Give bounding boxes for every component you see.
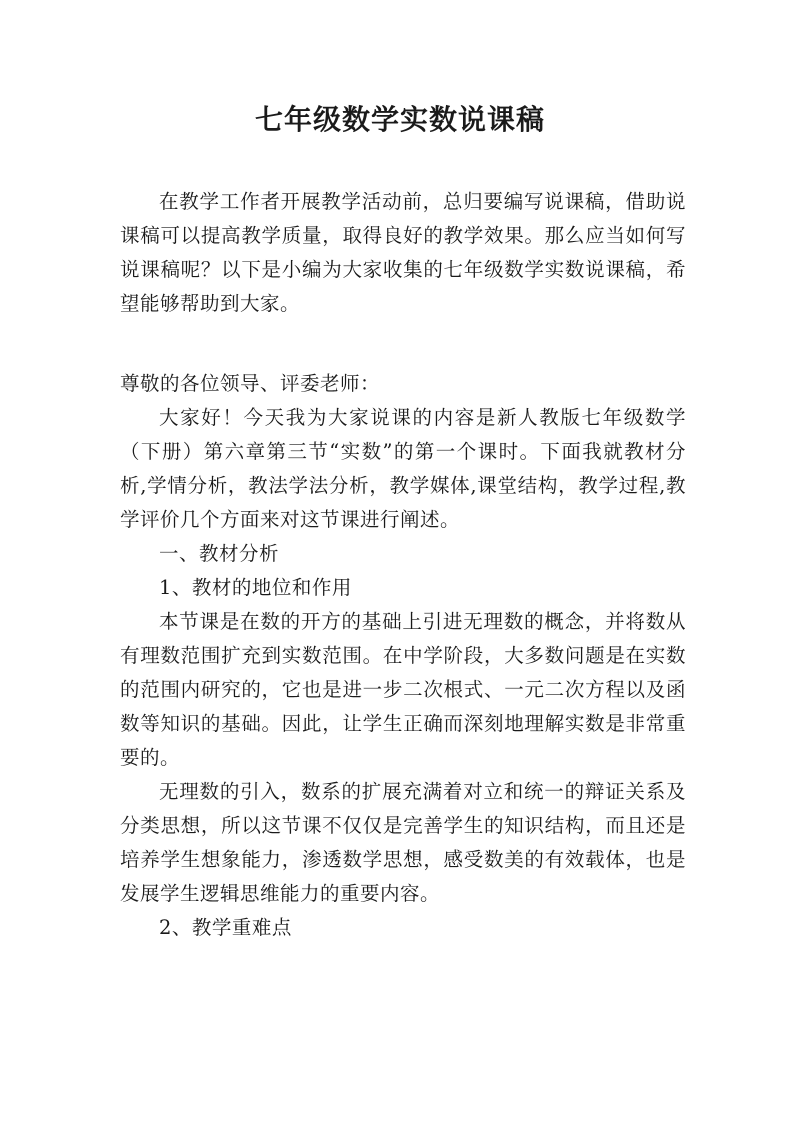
main-section [120,367,686,945]
document-title: 七年级数学实数说课稿 [254,103,545,136]
paragraph-irrational-numbers: 无理数的引入，数系的扩展充满着对立和统一的辩证关系及分类思想，所以这节课不仅仅是完善学生的知识结构，而且还是培养学生想象能力，渗透数学思想，感受数美的有效载体，也是发展学生逻辑思维能力的重要内容。 [120,780,686,905]
intro-paragraph: 在教学工作者开展教学活动前，总归要编写说课稿，借助说课稿可以提高教学质量，取得良好的教学效果。那么应当如何写说课稿呢？以下是小编为大家收集的七年级数学实数说课稿，希望能够帮助到大家。 [120,190,686,315]
salutation: 尊敬的各位领导、评委老师： [120,372,381,395]
subheading-role: 1、教材的地位和作用 [159,576,352,599]
section-heading-textbook-analysis: 一、教材分析 [159,542,280,565]
opening-paragraph: 大家好！今天我为大家说课的内容是新人教版七年级数学（下册）第六章第三节“实数”的第一个课时。下面我就教材分析,学情分析，教法学法分析，教学媒体,课堂结构，教学过程,教学评价几个方面来对这节课进行阐述。 [120,406,686,531]
paragraph-role-description: 本节课是在数的开方的基础上引进无理数的概念，并将数从有理数范围扩充到实数范围。在中学阶段，大多数问题是在实数的范围内研究的，它也是进一步二次根式、一元二次方程以及函数等知识的基础。因此，让学生正确而深刻地理解实数是非常重要的。 [120,610,686,769]
subheading-key-points: 2、教学重难点 [159,916,292,939]
intro-section [120,185,686,321]
